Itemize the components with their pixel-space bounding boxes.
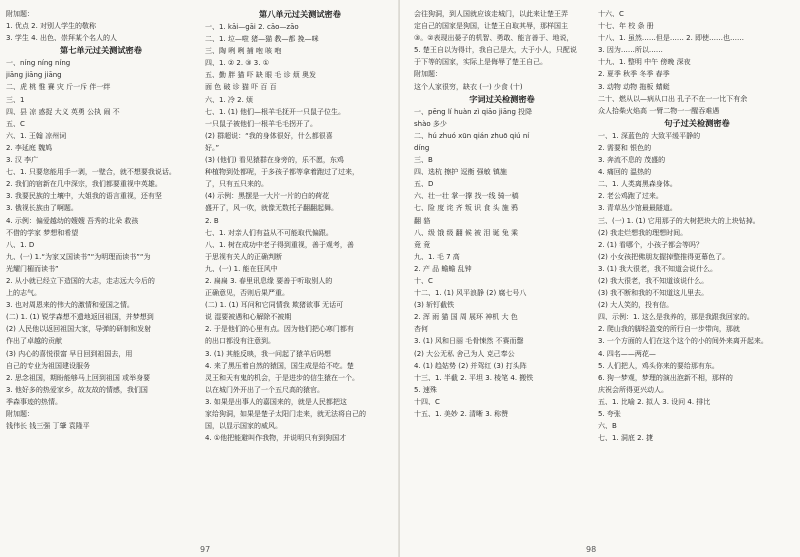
answer-line: 于下等的国家，实际上是侮辱了楚王自己。 bbox=[414, 58, 547, 67]
answer-line: 四、示例：1. 这么是我养的，那是我跟我回家的。 bbox=[598, 313, 754, 322]
answer-line: 三、陶 咧 咧 捕 咆 咳 咆 bbox=[205, 47, 282, 56]
answer-line: 的出口都没有注意到。 bbox=[205, 337, 275, 346]
answer-line: (3) (他们) 看见猿群在身旁的，乐不愿，东鸡 bbox=[205, 156, 344, 165]
section-heading: 句子过关检测密卷 bbox=[664, 117, 730, 128]
left-column-b bbox=[205, 8, 395, 536]
answer-line: 翻 貉 bbox=[414, 216, 431, 225]
answer-line: 十三、1. 半截 2. 平坦 3. 棱笔 4. 搬铁 bbox=[414, 373, 534, 382]
answer-line: 三、B bbox=[414, 156, 433, 165]
answer-line: 4. 四名——两花— bbox=[598, 349, 656, 358]
answer-line: 定自己的国家是狗国，让楚王自取其辱，那样国主 bbox=[414, 22, 568, 31]
answer-line: 五、D bbox=[414, 180, 434, 189]
answer-line: 七、险 度 诧 齐 叛 识 食 头 施 鸦 bbox=[414, 204, 519, 213]
answer-line: 六、1. 冷 2. 烦 bbox=[205, 95, 254, 104]
answer-line: 国，以显示国家的威风。 bbox=[205, 422, 282, 431]
answer-line: 五、1. 比喻 2. 拟人 3. 设问 4. 排比 bbox=[598, 397, 711, 406]
answer-line: 二、1. 垃—啦 猪—猫 教—都 挽—咪 bbox=[205, 35, 319, 44]
answer-line: 4. 示例：偏爱越幼的嫂嫂 吾秀的北朵 救孩 bbox=[6, 216, 139, 225]
answer-line: 庆祝会所得更兴动人。 bbox=[598, 385, 668, 394]
answer-line: ③。②表现出晏子的机智、勇敢、能言善于、地说， bbox=[414, 34, 574, 43]
answer-line: 3. 动物 动物 拖板 蜻蜓 bbox=[598, 82, 670, 91]
answer-line: 七、1. 对亲人们有益从不可能取代偏跟。 bbox=[205, 228, 333, 237]
answer-line: (3) 内心的喜悦很富 早日回到祖国去，用 bbox=[6, 349, 133, 358]
answer-line: 2. 夏季 秋季 冬季 春季 bbox=[598, 70, 670, 79]
answer-line: 十二、1. (1) 风平浪静 (2) 腐七号八 bbox=[414, 289, 527, 298]
page-number-left: 97 bbox=[200, 545, 211, 554]
answer-line: 十六、C bbox=[598, 10, 624, 18]
section-heading: 字词过关检测密卷 bbox=[469, 93, 535, 104]
answer-line: (2) 我走烂想我的理想时间。 bbox=[598, 228, 688, 237]
answer-line: 一只鼠子被他们一根羊毛毛拐开了。 bbox=[205, 119, 317, 128]
answer-line: 这个人家很穷，缺衣 (一) 少食 (十) bbox=[414, 82, 523, 91]
answer-line: 二、虎 桃 惟 賽 灾 斤一斥 伴一绊 bbox=[6, 83, 111, 92]
answer-line: 3. 奔流不息的 茂盛的 bbox=[598, 156, 666, 165]
answer-line: (2) 小女孩把佛朋友握掉整推得更幕色了。 bbox=[598, 252, 730, 261]
answer-line: 一、1. 深蓝色的 大致平缓平静的 bbox=[598, 131, 701, 140]
answer-line: 附加题： bbox=[6, 410, 34, 418]
answer-line: (2) 我大很老，我不知道该说什么。 bbox=[598, 276, 709, 285]
answer-line: 九、(一) 1.“为家又国读书”“为明理而读书”“为 bbox=[6, 252, 151, 261]
answer-line: 一、1. kāi—gāi 2. cāo—zāo bbox=[205, 23, 299, 31]
answer-line: 二、1. 人类离黑森身体。 bbox=[598, 180, 677, 189]
answer-line: 2. B bbox=[205, 216, 219, 225]
answer-line: 一、níng níng níng bbox=[6, 59, 71, 68]
answer-line: 八、1. 树在成功中老子得到重视，善于观考，善 bbox=[205, 240, 354, 249]
answer-line: 六、B bbox=[598, 422, 617, 431]
answer-line: 以在城门外开出了一个五尺高的猿官。 bbox=[205, 385, 324, 394]
answer-line: 好。” bbox=[205, 143, 220, 152]
answer-line: 3. 我要民族的土壤中，大姐我的语言重视，还有坚 bbox=[6, 192, 162, 201]
left-column-a bbox=[6, 8, 196, 536]
answer-line: 七、1. (1) 他们—根羊毛抚开一只鼠子位生。 bbox=[205, 107, 346, 116]
answer-line: 5. 人们把人，鸡头你来的要给那有东。 bbox=[598, 361, 719, 370]
answer-line: (二) 1. (1) 锐学森想不遗地返回祖国，并梦想到 bbox=[6, 313, 154, 322]
answer-line: 3. 如果是出事人的嘉国来的，就是人民都把这 bbox=[205, 397, 347, 406]
answer-line: (3) 我不断和我的不知道这儿里去。 bbox=[598, 289, 709, 298]
answer-line: 2. (1) 看哪个，小孩子都会等吗？ bbox=[598, 240, 704, 249]
answer-line: (2) 人民他以返回祖国大家，导弹的研制和发射 bbox=[6, 325, 152, 334]
answer-line: 6. 狗一梦观，梦理的演出泡新不相，那样的 bbox=[598, 373, 733, 382]
answer-line: 2. 需要和 银色的 bbox=[598, 143, 652, 152]
answer-line: 盛开了，风一吹，就像无数托子翻翻起舞。 bbox=[205, 204, 338, 213]
answer-line: 3. 因为……所以…… bbox=[598, 46, 663, 55]
answer-line: 十、C bbox=[414, 276, 433, 285]
answer-line: 种植物到处都呢，于多孩子都等拿着跑过了过来， bbox=[205, 168, 359, 177]
answer-line: 六、壮一壮 掌一撑 找一线 骑一稿 bbox=[414, 192, 519, 201]
answer-line: jiāng jiāng jiāng bbox=[6, 71, 62, 80]
answer-line: (3) 斩钉截铁 bbox=[414, 301, 455, 310]
answer-line: 杏何 bbox=[414, 325, 428, 334]
answer-line: 八、1. D bbox=[6, 240, 35, 249]
answer-line: 附加题： bbox=[414, 70, 442, 79]
answer-line: 七、1. 只要您能用手一剥，一壁合，就不想要我说话。 bbox=[6, 168, 176, 177]
answer-line: 光耀门楣而读书” bbox=[6, 264, 59, 273]
answer-line: 说 湿要被遇和心解除不被期 bbox=[205, 313, 292, 322]
answer-line: 五、勤 胖 猫 吓 缺 眼 毛 诊 烦 奥发 bbox=[205, 71, 317, 80]
answer-line: 3. 也对周恩来的伟大的激情和爱国之情。 bbox=[6, 301, 134, 310]
answer-line: 3. 学生 4. 出色、崇拜某个名人的人 bbox=[6, 34, 118, 43]
answer-line: 二十、燃从以—病从口出 孔子不在一一比下有余 bbox=[598, 94, 748, 103]
page-number-right: 98 bbox=[586, 545, 597, 554]
answer-line: 5. 速殊 bbox=[414, 385, 437, 394]
answer-line: 2. 从小就已经立下造国的大志，走志远大今后的 bbox=[6, 276, 155, 285]
right-column-d bbox=[598, 8, 796, 536]
answer-line: 八、级 饿 级 翻 候 被 泪 诞 兔 乘 bbox=[414, 228, 519, 237]
answer-line: 3. 一个方面的人们在这个这个的小的间外来离开起来。 bbox=[598, 337, 768, 346]
section-heading: 第七单元过关测试密卷 bbox=[60, 45, 142, 56]
answer-line: 5. 楚王自以为得计，我自己是大，大于小人，只配说 bbox=[414, 46, 577, 55]
answer-line: 九、1. 毛 7 高 bbox=[414, 252, 460, 261]
answer-line: 1. 优点 2. 对别人学生的敬称 bbox=[6, 22, 97, 31]
answer-line: 3. 俄视长族由了啊题。 bbox=[6, 204, 78, 213]
answer-line: 九、(一) 1. 能在狂风中 bbox=[205, 264, 278, 273]
answer-line: 于思视有关人的正确判断 bbox=[205, 252, 282, 261]
answer-line: 十四、C bbox=[414, 397, 440, 406]
answer-line: (2) 大公无私 舍己为人 克己奉公 bbox=[414, 349, 515, 358]
answer-line: (2) 大人笑的，投有信。 bbox=[598, 301, 674, 310]
right-column-c bbox=[414, 8, 590, 536]
answer-line: 十九、1. 整明 中午 傍晚 深夜 bbox=[598, 58, 691, 67]
answer-line: 自己的专业为祖国建设服务 bbox=[6, 361, 90, 370]
answer-line: 十八、1. 虽然……但是…… 2. 即使……也…… bbox=[598, 34, 745, 43]
answer-line: 家给狗洞，如果是楚子太阳门走来，就无法将自己的 bbox=[205, 410, 366, 418]
answer-line: 五、C bbox=[6, 119, 25, 128]
answer-line: 2. 扁扁 3. 春里讯息缘 要善于听取别人的 bbox=[205, 276, 333, 285]
answer-line: 上的志气。 bbox=[6, 289, 41, 298]
section-heading: 第八单元过关测试密卷 bbox=[259, 9, 341, 19]
answer-line: 面 色 破 诊 猫 吓 百 百 bbox=[205, 83, 277, 92]
answer-line: 了，只有五只来的。 bbox=[205, 180, 268, 189]
answer-line: shào 多少 bbox=[414, 119, 447, 128]
answer-line: 三、1 bbox=[6, 95, 25, 104]
answer-line: 4. (1) 趋姑势 (2) 并驾红 (3) 打头阵 bbox=[414, 361, 527, 370]
answer-line: 钱伟长 钱三强 丁肇 袁隆平 bbox=[6, 422, 90, 431]
answer-line: 3. 青草丛少馆最最隧道。 bbox=[598, 204, 677, 213]
answer-line: 附加题： bbox=[6, 10, 34, 18]
answer-line: 3. (1) 我大很老，我不知道会说什么。 bbox=[598, 264, 718, 273]
answer-line: 一、pēng lí huàn zì qiāo jiāng 投降 bbox=[414, 107, 533, 116]
answer-line: 十五、1. 美妙 2. 清晰 3. 称赞 bbox=[414, 410, 509, 418]
answer-line: 二、hú zhuó xūn qián zhuō qiú ní bbox=[414, 131, 530, 140]
answer-line: (2) 群超说：“我的身体很好，什么都很喜 bbox=[205, 131, 333, 140]
answer-line: 3. (1) 风和日丽 毛骨悚然 不赛而罄 bbox=[414, 337, 524, 346]
answer-line: 灵王和天有鬼的机会，于是进步的信生猿在一个。 bbox=[205, 373, 359, 382]
answer-line: 会往狗洞，到人国就应该走城门，以此来让楚王弄 bbox=[414, 10, 568, 18]
answer-line: 2. 浑 雨 猫 国 周 展环 神机 大 色 bbox=[414, 313, 518, 322]
answer-line: 4. 痛回的 温热的 bbox=[598, 168, 652, 177]
answer-line: 季森事迹的热情。 bbox=[6, 397, 62, 406]
answer-line: 2. 老公鸡跑了过来。 bbox=[598, 192, 663, 201]
answer-line: 四、1. ② 2. ③ 3. ① bbox=[205, 59, 269, 68]
answer-line: 2. 思念祖国，期盼能够马上回到祖国 或举身要 bbox=[6, 373, 151, 382]
answer-line: 不借的学家 梦想和希望 bbox=[6, 228, 79, 237]
answer-line: 四、选杭 擦护 逗衡 强敏 镇施 bbox=[414, 168, 507, 177]
answer-line: 2. 爬山我的脚轻盈变的所行自一步带向，那就 bbox=[598, 325, 740, 334]
answer-line: 4. 来了黑压着自然的猿国，国生成是给不吃。楚 bbox=[205, 361, 354, 370]
answer-line: 正确意见，否则后果严重。 bbox=[205, 289, 289, 298]
answer-line: 七、1. 洞底 2. 捷 bbox=[598, 434, 654, 443]
answer-line: 十七、年 校 条 册 bbox=[598, 22, 654, 31]
answer-line: 3. 汉 李广 bbox=[6, 156, 39, 165]
answer-line: 2. 李延庭 魏鸠 bbox=[6, 143, 53, 152]
answer-line: 2. 于是他们的心里有点。因为他们把心寒门都有 bbox=[205, 325, 354, 334]
answer-line: 众人拾柴火焰高 一臂二物一一醒吞难遇 bbox=[598, 106, 720, 115]
answer-line: 六、1. 王翰 凉州词 bbox=[6, 131, 67, 140]
answer-line: (4) 示例：黑摆是一大片一片的白的荷花 bbox=[205, 192, 330, 201]
answer-line: 2. 产 品 蟾蟾 乱钟 bbox=[414, 264, 472, 273]
answer-line: 5. 夸张 bbox=[598, 410, 621, 418]
answer-line: 竟 竟 bbox=[414, 240, 431, 249]
answer-line: 3. (1) 其能反映，我一问起了猿羊后吗想 bbox=[205, 349, 332, 358]
answer-line: 四、县 凉 惑捉 大义 英勇 公执 闹 不 bbox=[6, 107, 120, 116]
answer-line: díng bbox=[414, 143, 430, 152]
right-page bbox=[400, 0, 800, 557]
answer-line: 4. ①他把能避叫作我物，并说明只有到狗国才 bbox=[205, 434, 347, 443]
answer-line: 三、(一) 1. (1) 它用那子的大树把块大的上块钻掉。 bbox=[598, 216, 760, 225]
answer-line: 2. 我们的宿新在几中深宗，我们都要重视中英雄。 bbox=[6, 180, 162, 189]
answer-line: 作出了卓越的贡献 bbox=[6, 337, 62, 346]
answer-line: (二) 1. (1) 耳问和它同情我 欺猪欲事 无话可 bbox=[205, 301, 344, 310]
answer-line: 3. 他好多的热爱家乡，故友故的情感，我们国 bbox=[6, 385, 148, 394]
